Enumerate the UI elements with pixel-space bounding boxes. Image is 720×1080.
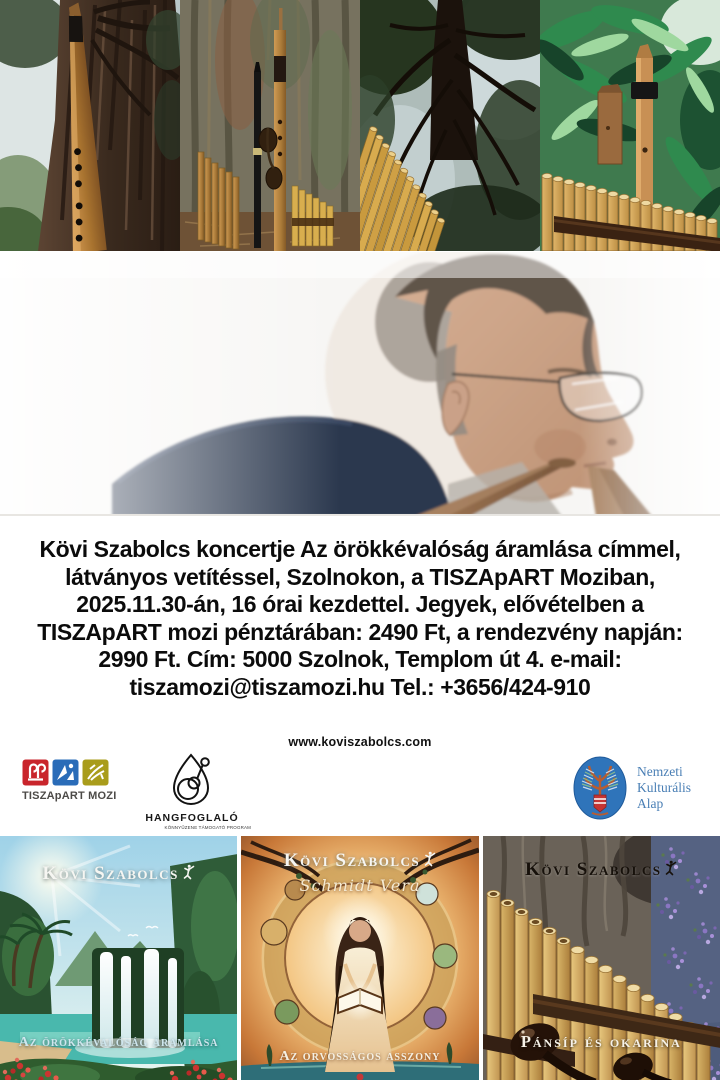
album-artist2: Schmidt Vera (299, 876, 421, 895)
nka-tree-icon (572, 755, 628, 821)
tiszapart-olive-icon (82, 759, 109, 786)
concert-text-line: látványos vetítéssel, Szolnokon, a TISZApART Moziban, (65, 563, 655, 590)
album-artist (0, 863, 237, 887)
dancer-icon (423, 851, 436, 874)
photo-strip (0, 0, 720, 251)
hangfoglalo-sublabel: KÖNNYŰZENE TÁMOGATÓ PROGRAM (164, 825, 252, 831)
album-cover-orvossagos (241, 836, 478, 1080)
album-title: Az örökkévalóság áramlása (18, 1035, 219, 1050)
hangfoglalo-label: HANGFOGLALÓ (145, 812, 239, 824)
tiszapart-red-icon (22, 759, 49, 786)
concert-text-line: TISZApART mozi pénztárában: 2490 Ft, a rendezvény napján: (37, 618, 683, 645)
nka-label-line: Alap (637, 796, 664, 811)
tiszapart-label: TISZApART MOZI (22, 790, 117, 802)
website-url: www.koviszabolcs.com (288, 735, 432, 749)
concert-text-line: 2990 Ft. Cím: 5000 Szolnok, Templom út 4. e-mail: (98, 646, 622, 672)
concert-text-line: 2025.11.30-án, 16 órai kezdettel. Jegyek, elővételben a (76, 591, 644, 617)
photo-panflute-tree (360, 0, 540, 251)
dancer-icon (664, 860, 677, 883)
photo-flute-sequoia (0, 0, 180, 251)
album-cover-pansip (483, 836, 720, 1080)
album-artist (241, 850, 478, 874)
album-title: Pánsíp és okarina (520, 1032, 682, 1051)
tiszapart-blue-icon (52, 759, 79, 786)
concert-text-line: Kövi Szabolcs koncertje Az örökkévalóság áramlása címmel, (39, 536, 681, 562)
hangfoglalo-pick-icon (167, 752, 217, 806)
nka-label (637, 764, 691, 812)
nka-logo (572, 755, 691, 821)
hero-portrait (0, 252, 720, 516)
photo-panflute-bamboo (540, 0, 720, 251)
hangfoglalo-logo (143, 752, 252, 834)
album-artist-name: Kövi Szabolcs (283, 850, 421, 871)
album-artist-name: Kövi Szabolcs (525, 859, 662, 880)
album-artist (483, 859, 720, 883)
album-covers (0, 836, 720, 1080)
album-artist-name: Kövi Szabolcs (42, 863, 179, 884)
nka-label-line: Nemzeti (637, 764, 683, 779)
nka-label-line: Kulturális (637, 780, 691, 795)
sponsor-logos (0, 752, 720, 834)
concert-text-line: tiszamozi@tiszamozi.hu Tel.: +3656/424-910 (129, 673, 591, 700)
concert-text (0, 536, 720, 701)
album-title: Az orvosságos asszony (279, 1049, 441, 1064)
album-cover-orokkevalosag (0, 836, 237, 1080)
photo-instruments-trunk (180, 0, 360, 251)
tiszapart-mozi-logo (22, 759, 132, 802)
dancer-icon (182, 864, 195, 887)
